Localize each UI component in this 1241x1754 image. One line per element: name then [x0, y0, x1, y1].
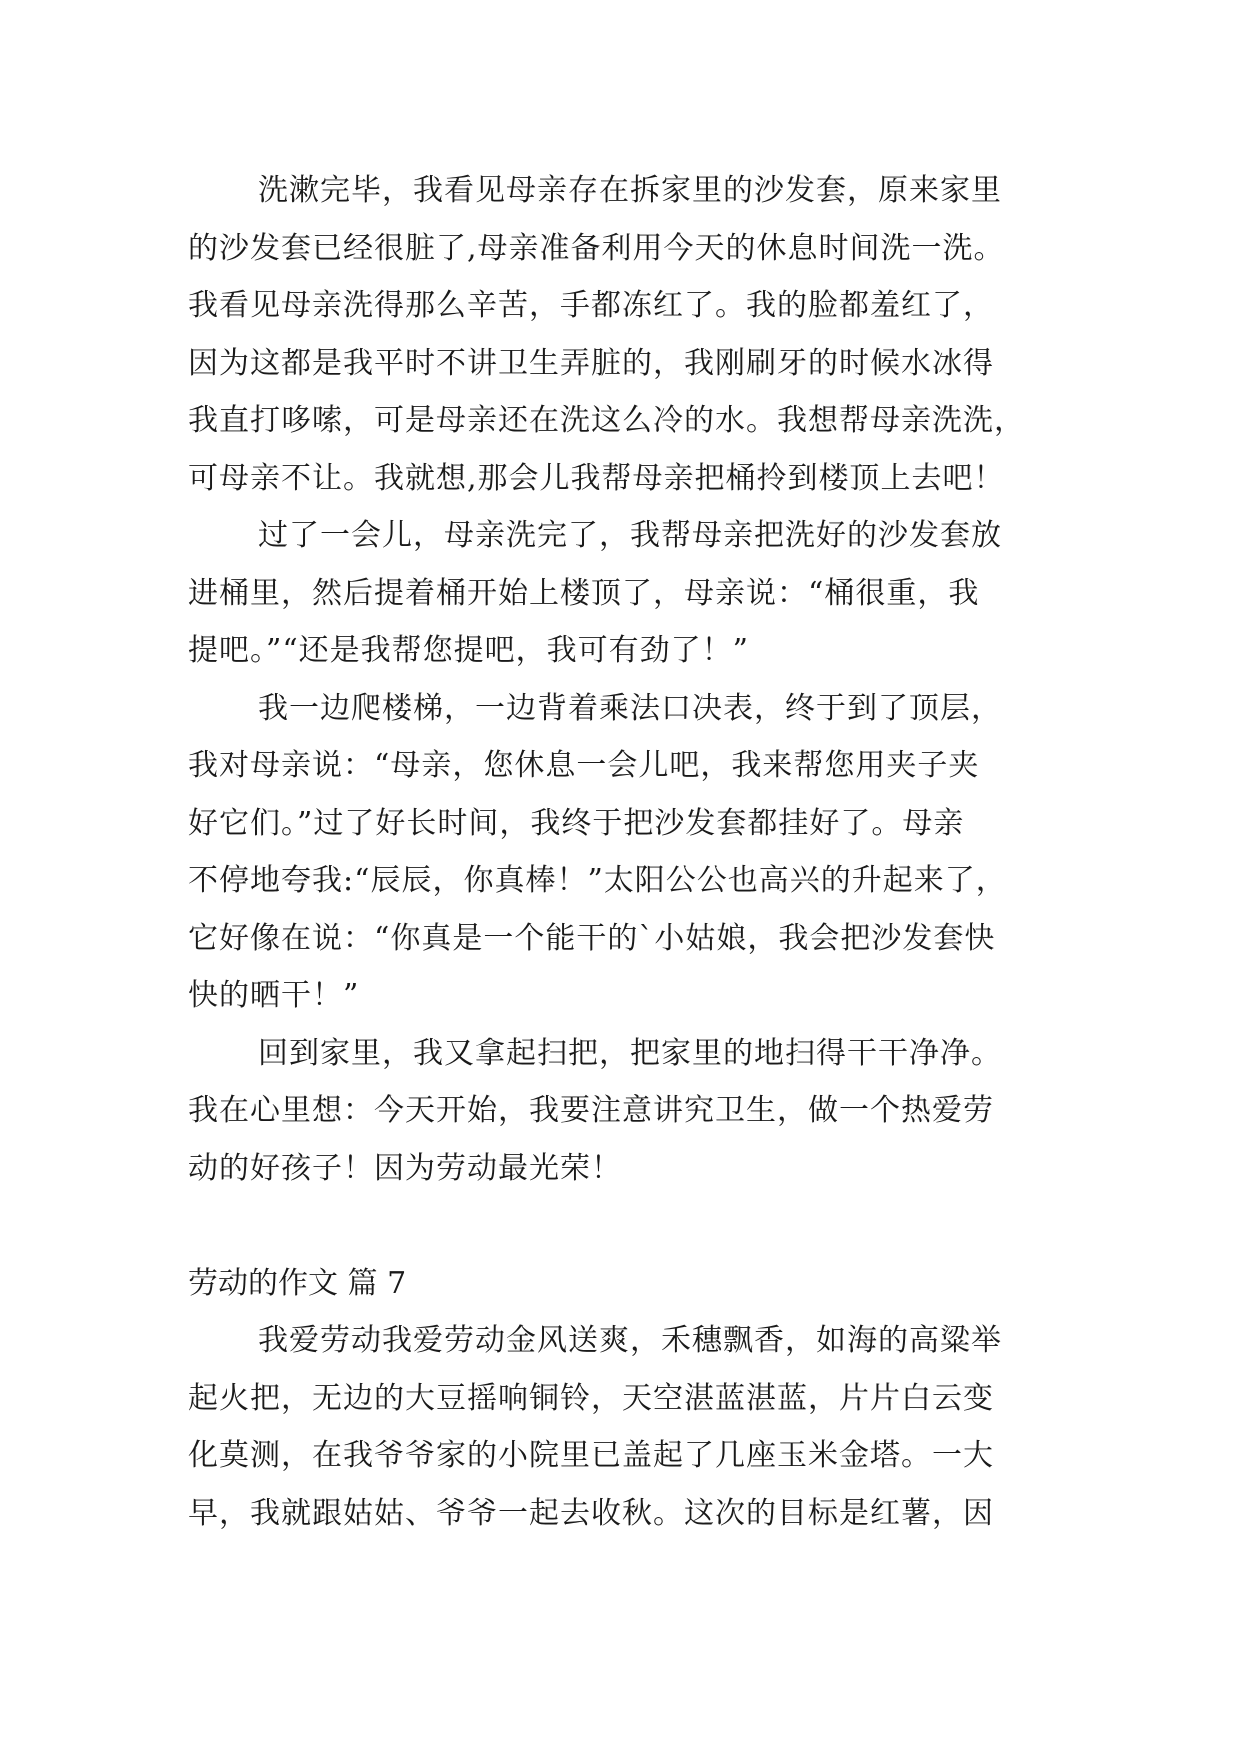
paragraph-line: 进桶里，然后提着桶开始上楼顶了，母亲说：“桶很重，我	[188, 575, 980, 611]
paragraph-line: 过了一会儿，母亲洗完了，我帮母亲把洗好的沙发套放	[258, 518, 1002, 553]
paragraph-line: 因为这都是我平时不讲卫生弄脏的，我刚刷牙的时候水冰得	[188, 345, 994, 381]
paragraph-line: 我爱劳动我爱劳动金风送爽，禾穗飘香，如海的高粱举	[258, 1323, 1002, 1358]
paragraph-line: 我在心里想：今天开始，我要注意讲究卫生，做一个热爱劳	[188, 1093, 994, 1128]
paragraph-line: 的沙发套已经很脏了,母亲准备利用今天的休息时间洗一洗。	[188, 230, 1005, 266]
paragraph-line: 化莫测，在我爷爷家的小院里已盖起了几座玉米金塔。一大	[188, 1438, 994, 1473]
paragraph-line: 快的晒干！”	[188, 978, 360, 1013]
paragraph-line: 它好像在说：“你真是一个能干的`小姑娘，我会把沙发套快	[188, 920, 996, 956]
paragraph-line: 我一边爬楼梯，一边背着乘法口决表，终于到了顶层，	[258, 690, 1002, 726]
paragraph-line: 回到家里，我又拿起扫把，把家里的地扫得干干净净。	[258, 1035, 1002, 1071]
paragraph-2	[188, 507, 1068, 680]
paragraph-line: 我直打哆嗦，可是母亲还在洗这么冷的水。我想帮母亲洗洗，	[188, 403, 1025, 438]
paragraph-line: 洗漱完毕，我看见母亲存在拆家里的沙发套，原来家里	[258, 173, 1002, 208]
paragraph-5	[188, 1312, 1068, 1542]
paragraph-1	[188, 162, 1068, 507]
paragraph-line: 好它们。”过了好长时间，我终于把沙发套都挂好了。母亲	[188, 805, 965, 841]
text-column	[188, 162, 1068, 1542]
paragraph-line: 我看见母亲洗得那么辛苦，手都冻红了。我的脸都羞红了，	[188, 288, 994, 323]
paragraph-line: 提吧。”“还是我帮您提吧，我可有劲了！”	[188, 633, 750, 668]
paragraph-line: 早，我就跟姑姑、爷爷一起去收秋。这次的目标是红薯，因	[188, 1495, 994, 1531]
paragraph-line: 动的好孩子！因为劳动最光荣！	[188, 1150, 622, 1186]
paragraph-line: 我对母亲说：“母亲，您休息一会儿吧，我来帮您用夹子夹	[188, 748, 980, 783]
paragraph-line: 不停地夸我:“辰辰，你真棒！”太阳公公也高兴的升起来了，	[188, 863, 1007, 898]
section-heading: 劳动的作文 篇 7	[188, 1265, 407, 1301]
paragraph-line: 可母亲不让。我就想,那会儿我帮母亲把桶拎到楼顶上去吧！	[188, 460, 1005, 496]
paragraph-line: 起火把，无边的大豆摇响铜铃，天空湛蓝湛蓝，片片白云变	[188, 1380, 994, 1416]
paragraph-3	[188, 680, 1068, 1025]
paragraph-4	[188, 1025, 1068, 1198]
section-gap	[188, 1197, 1068, 1255]
